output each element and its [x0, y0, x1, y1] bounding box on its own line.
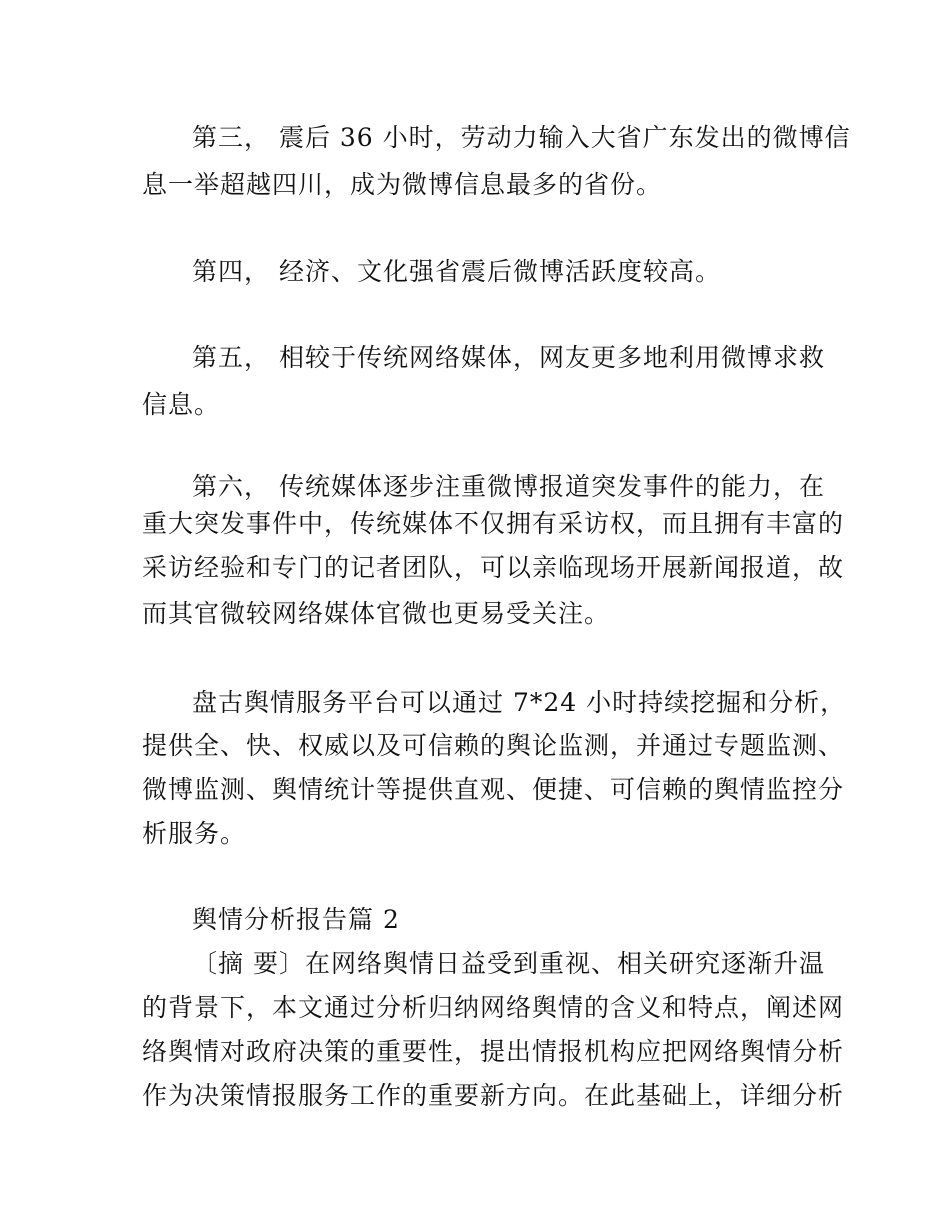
paragraph-5-line-1: 第五， 相较于传统网络媒体，网友更多地利用微博求救 — [192, 343, 825, 372]
abstract-line-4: 作为决策情报服务工作的重要新方向。在此基础上，详细分析 — [142, 1081, 845, 1110]
abstract-line-3: 络舆情对政府决策的重要性，提出情报机构应把网络舆情分析 — [142, 1037, 845, 1066]
paragraph-7-line-2: 提供全、快、权威以及可信赖的舆论监测，并通过专题监测、 — [142, 731, 845, 760]
paragraph-6-line-2: 重大突发事件中，传统媒体不仅拥有采访权，而且拥有丰富的 — [142, 509, 845, 538]
section-heading: 舆情分析报告篇 2 — [192, 905, 400, 934]
paragraph-7-line-4: 析服务。 — [142, 819, 247, 848]
paragraph-3-line-1: 第三， 震后 36 小时，劳动力输入大省广东发出的微博信 — [192, 123, 851, 152]
paragraph-7-line-3: 微博监测、舆情统计等提供直观、便捷、可信赖的舆情监控分 — [142, 775, 845, 804]
paragraph-6-line-4: 而其官微较网络媒体官微也更易受关注。 — [142, 599, 611, 628]
abstract-line-2: 的背景下，本文通过分析归纳网络舆情的含义和特点，阐述网 — [142, 993, 845, 1022]
paragraph-5-line-2: 信息。 — [142, 390, 221, 419]
abstract-line-1: 〔摘 要〕在网络舆情日益受到重视、相关研究逐渐升温 — [192, 949, 825, 978]
paragraph-4-line-1: 第四， 经济、文化强省震后微博活跃度较高。 — [192, 257, 721, 286]
paragraph-6-line-1: 第六， 传统媒体逐步注重微博报道突发事件的能力，在 — [192, 472, 825, 501]
paragraph-6-line-3: 采访经验和专门的记者团队，可以亲临现场开展新闻报道，故 — [142, 553, 845, 582]
paragraph-7-line-1: 盘古舆情服务平台可以通过 7*24 小时持续挖掘和分析， — [192, 688, 847, 717]
paragraph-3-line-2: 息一举超越四川，成为微博信息最多的省份。 — [142, 170, 663, 199]
